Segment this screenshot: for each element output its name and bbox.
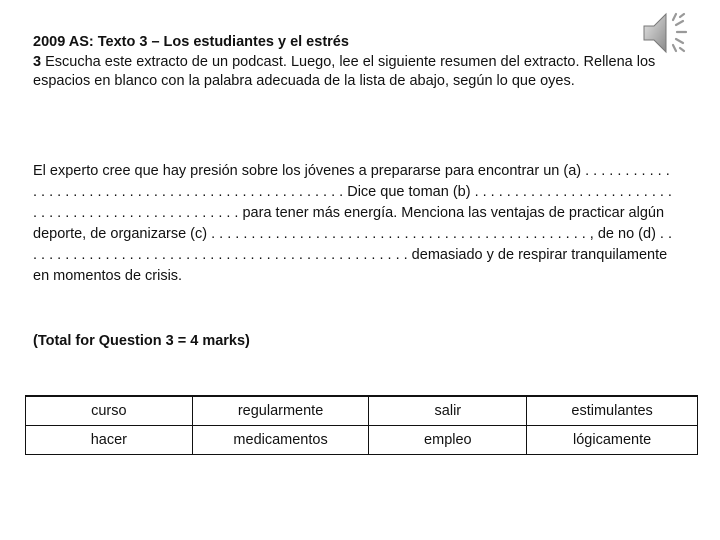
total-marks: (Total for Question 3 = 4 marks) xyxy=(33,333,250,349)
word-cell: regularmente xyxy=(192,396,369,426)
table-row xyxy=(26,426,698,455)
speaker-icon[interactable] xyxy=(640,8,692,58)
word-cell: medicamentos xyxy=(192,426,369,455)
word-cell: hacer xyxy=(26,426,193,455)
word-cell: estimulantes xyxy=(527,396,698,426)
instructions-text: Escucha este extracto de un podcast. Luego, lee el siguiente resumen del extracto. Rellena los espacios en blanco con la palabra adecuada de la lista de abajo, según lo que oyes. xyxy=(33,53,656,89)
word-cell: empleo xyxy=(369,426,527,455)
question-number: 3 xyxy=(33,53,42,70)
word-list-table xyxy=(25,395,698,455)
question-instructions xyxy=(33,53,663,92)
word-cell: lógicamente xyxy=(527,426,698,455)
page-title: 2009 AS: Texto 3 – Los estudiantes y el estrés xyxy=(33,34,349,50)
word-cell: salir xyxy=(369,396,527,426)
question-header xyxy=(33,33,663,92)
summary-passage: El experto cree que hay presión sobre los jóvenes a prepararse para encontrar un (a) . . . . . . . . . . . . . . . . . . . . . . . . . . . . . . . . . . . . . . . . . . . . . . . . . . Dice que toman (b) . . . . . . . . . . . . . . . . . . . . . . . . . . . . . . . . . . . . . . . . . . . . . . . . . . . para tener más energía. Menciona las ventajas de practicar algún deporte, de organizarse (c) . . . . . . . . . . . . . . . . . . . . . . . . . . . . . . . . . . . . . . . . . . . . . . . , de no (d) . . . . . . . . . . . . . . . . . . . . . . . . . . . . . . . . . . . . . . . . . . . . . . . . . demasiado y de respirar tranquilamente en momentos de crisis. xyxy=(33,163,673,284)
table-row xyxy=(26,396,698,426)
word-cell: curso xyxy=(26,396,193,426)
